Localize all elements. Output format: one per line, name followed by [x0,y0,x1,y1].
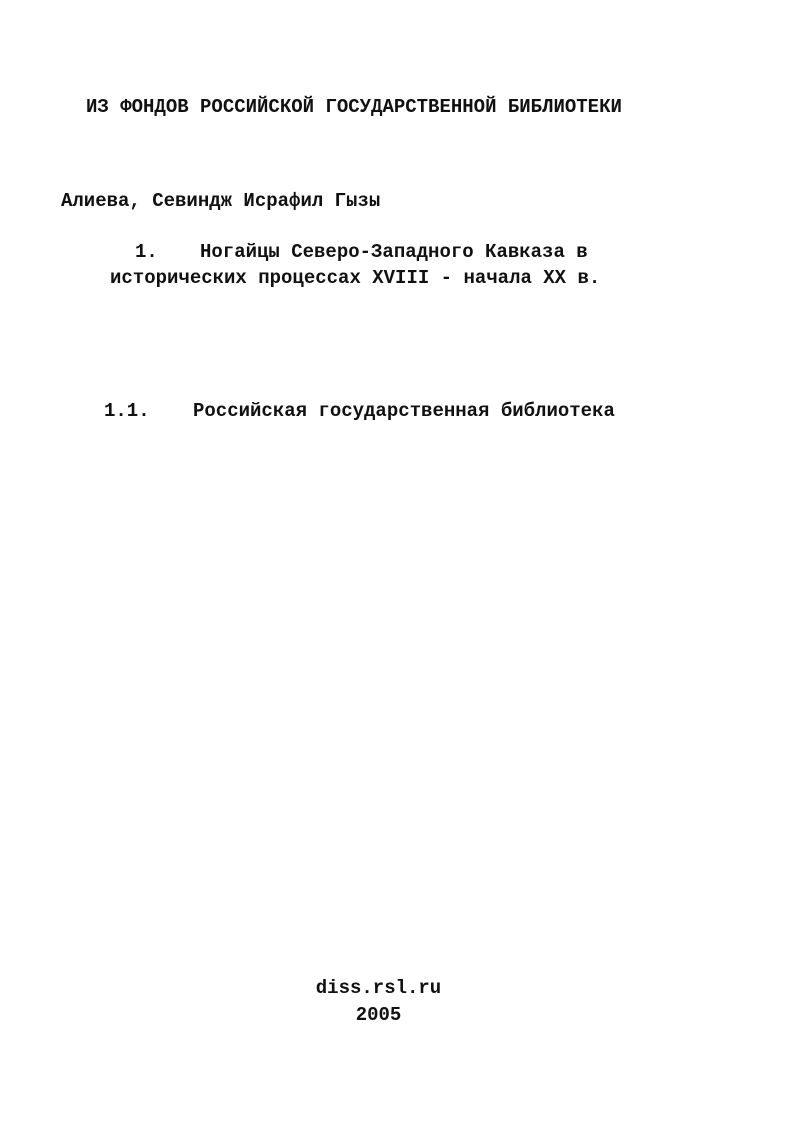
footer-site: diss.rsl.ru [315,977,442,999]
library-header: ИЗ ФОНДОВ РОССИЙСКОЙ ГОСУДАРСТВЕННОЙ БИБЛИОТЕКИ [86,96,622,118]
library-number: 1.1. [104,400,150,422]
library-name: Российская государственная библиотека [193,400,615,422]
title-line-1: Ногайцы Северо-Западного Кавказа в [200,241,588,263]
author-name: Алиева, Севиндж Исрафил Гызы [61,190,381,212]
title-number: 1. [135,241,158,263]
title-line-2: исторических процессах XVIII - начала XX в. [110,267,601,289]
footer-year: 2005 [355,1004,402,1026]
